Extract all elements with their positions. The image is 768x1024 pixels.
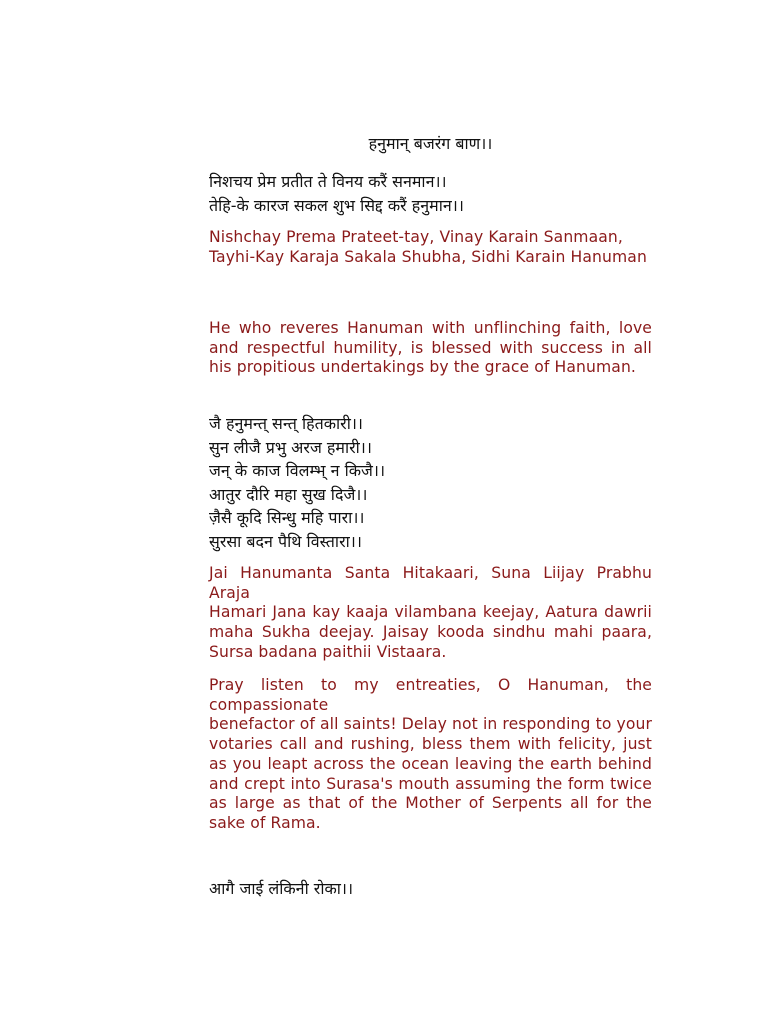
verse-transliteration [209, 564, 652, 663]
verse-meaning-line: Pray listen to my entreaties, O Hanuman, the compassionate [209, 676, 652, 714]
page-title: हनुमान् बजरंग बाण।। [368, 134, 493, 153]
doha-meaning-text: He who reveres Hanuman with unflinching faith, love and respectful humility, is blessed with success in all his propitious undertakings by the grace of Hanuman. [209, 319, 652, 377]
doha-translit-line: Nishchay Prema Prateet-tay, Vinay Karain Sanmaan, [209, 228, 623, 246]
verse-meaning-line: benefactor of all saints! Delay not in responding to your votaries call and rushing, bless them with felicity, just as you leapt across the ocean leaving the earth behind and crept into Surasa's mouth assuming the form twice as large as that of the Mother of Serpents all for the sake of Rama. [209, 715, 652, 832]
verse-hindi-line: आतुर दौरि महा सुख दिजै।। [209, 484, 368, 504]
doha-hindi-line: निशचय प्रेम प्रतीत ते विनय करैं सनमान।। [209, 172, 447, 191]
next-verse-hindi [209, 877, 652, 901]
verse-hindi-line: सुरसा बदन पैथि विस्तारा।। [209, 531, 362, 551]
verse-hindi-line: सुन लीजै प्रभु अरज हमारी।। [209, 437, 372, 457]
verse-translit-line: Jai Hanumanta Santa Hitakaari, Suna Liijay Prabhu Araja [209, 564, 652, 602]
doha-meaning [209, 319, 652, 378]
verse-translit-line: Hamari Jana kay kaaja vilambana keejay, Aatura dawrii maha Sukha deejay. Jaisay kooda sindhu mahi paara, Sursa badana paithii Vistaara. [209, 603, 652, 661]
doha-transliteration [209, 228, 652, 267]
doha-translit-line: Tayhi-Kay Karaja Sakala Shubha, Sidhi Karain Hanuman [209, 247, 647, 266]
verse-hindi [209, 412, 652, 553]
verse-meaning [209, 676, 652, 834]
doha-hindi-line: तेहि-के कारज सकल शुभ सिद्द करैं हनुमान।। [209, 195, 464, 215]
next-verse-hindi-line: आगै जाई लंकिनी रोका।। [209, 879, 354, 898]
verse-hindi-line: जै हनुमन्त् सन्त् हितकारी।। [209, 414, 363, 433]
verse-hindi-line: जन् के काज विलम्भ् न किजै।। [209, 461, 386, 480]
verse-hindi-line: ज़ैसै कूदि सिन्धु महि पारा।। [209, 508, 365, 527]
doha-hindi [209, 170, 652, 217]
